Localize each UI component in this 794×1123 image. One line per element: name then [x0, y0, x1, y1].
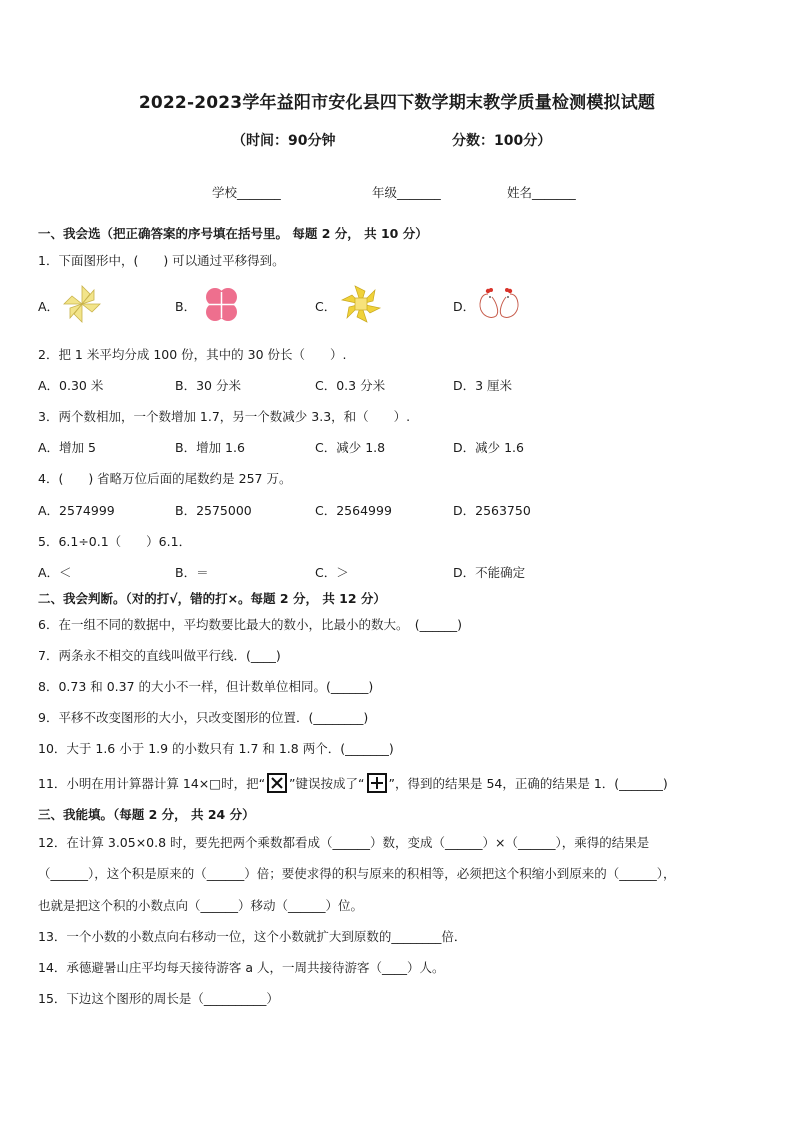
section-3-heading: 三、我能填。（每题 2 分， 共 24 分） — [38, 807, 255, 822]
q2-option-d[interactable]: D．3 厘米 — [453, 378, 513, 393]
question-13: 13．一个小数的小数点向右移动一位，这个小数就扩大到原数的________倍． — [38, 929, 467, 944]
q3-option-a[interactable]: A．增加 5 — [38, 440, 96, 455]
q3-option-d[interactable]: D．减少 1.6 — [453, 440, 524, 455]
question-12-line-2: （______），这个积是原来的（______）倍；要使求得的积与原来的积相等，必须把这个积缩小到原来的（______）， — [38, 866, 676, 881]
q4-option-d[interactable]: D．2563750 — [453, 503, 531, 518]
section-2-heading: 二、我会判断。（对的打√，错的打×。每题 2 分， 共 12 分） — [38, 591, 386, 606]
question-1: 1．下面图形中，( ) 可以通过平移得到。 — [38, 253, 285, 268]
question-7: 7．两条永不相交的直线叫做平行线．(____) — [38, 648, 281, 663]
q3-option-c[interactable]: C．减少 1.8 — [315, 440, 386, 455]
question-10: 10．大于 1.6 小于 1.9 的小数只有 1.7 和 1.8 两个．(_______) — [38, 741, 394, 756]
q3-option-b[interactable]: B．增加 1.6 — [175, 440, 245, 455]
q2-option-a[interactable]: A．0.30 米 — [38, 378, 104, 393]
page-title: 2022-2023学年益阳市安化县四下数学期末教学质量检测模拟试题 — [138, 93, 656, 113]
question-8: 8．0.73 和 0.37 的大小不一样，但计数单位相同。(______) — [38, 679, 374, 694]
q1-option-b[interactable]: B． — [175, 299, 197, 314]
question-9: 9．平移不改变图形的大小，只改变图形的位置．(________) — [38, 710, 369, 725]
q4-option-a[interactable]: A．2574999 — [38, 503, 115, 518]
q11-text-c: ”，得到的结果是 54，正确的结果是 1．(_______) — [388, 776, 668, 791]
grade-field[interactable]: 年级_______ — [372, 185, 441, 200]
question-6: 6．在一组不同的数据中，平均数要比最大的数小，比最小的数大。 (______) — [38, 617, 462, 632]
section-1-heading: 一、我会选（把正确答案的序号填在括号里。 每题 2 分， 共 10 分） — [38, 226, 428, 241]
question-14: 14．承德避暑山庄平均每天接待游客 a 人，一周共接待游客（____）人。 — [38, 960, 445, 975]
school-field[interactable]: 学校_______ — [212, 185, 281, 200]
question-11 — [38, 774, 668, 795]
q4-option-c[interactable]: C．2564999 — [315, 503, 392, 518]
plus-key-icon — [367, 773, 387, 793]
question-12-line-1: 12．在计算 3.05×0.8 时，要先把两个乘数都看成（______）数，变成（______）×（______），乘得的结果是 — [38, 835, 650, 850]
multiply-key-icon — [267, 773, 287, 793]
q5-option-a[interactable]: A．＜ — [38, 565, 72, 580]
q1-option-a[interactable]: A． — [38, 299, 60, 314]
q5-option-d[interactable]: D．不能确定 — [453, 565, 526, 580]
chicks-icon — [476, 286, 522, 322]
q2-option-c[interactable]: C．0.3 分米 — [315, 378, 386, 393]
pinwheel-icon — [60, 284, 104, 324]
question-12-line-3: 也就是把这个积的小数点向（______）移动（______）位。 — [38, 898, 364, 913]
name-field[interactable]: 姓名_______ — [507, 185, 576, 200]
question-3: 3．两个数相加，一个数增加 1.7，另一个数减少 3.3，和（ ）. — [38, 409, 411, 424]
exam-score: 分数：100分） — [452, 133, 552, 149]
question-5: 5．6.1÷0.1（ ）6.1． — [38, 534, 192, 549]
question-15: 15．下边这个图形的周长是（__________） — [38, 991, 279, 1006]
question-4: 4．( ) 省略万位后面的尾数约是 257 万。 — [38, 471, 292, 486]
q11-text-b: ”键误按成了“ — [289, 776, 365, 791]
flower-icon — [200, 284, 242, 326]
q5-option-b[interactable]: B．＝ — [175, 565, 209, 580]
q4-option-b[interactable]: B．2575000 — [175, 503, 252, 518]
q11-text-a: 11．小明在用计算器计算 14×□时，把“ — [38, 776, 266, 791]
q5-option-c[interactable]: C．＞ — [315, 565, 349, 580]
q1-option-d[interactable]: D． — [453, 299, 476, 314]
question-2: 2．把 1 米平均分成 100 份，其中的 30 份长（ ）. — [38, 347, 347, 362]
star-pinwheel-icon — [339, 283, 383, 325]
q2-option-b[interactable]: B．30 分米 — [175, 378, 241, 393]
exam-time: （时间：90分钟 — [232, 133, 336, 149]
q1-option-c[interactable]: C． — [315, 299, 337, 314]
